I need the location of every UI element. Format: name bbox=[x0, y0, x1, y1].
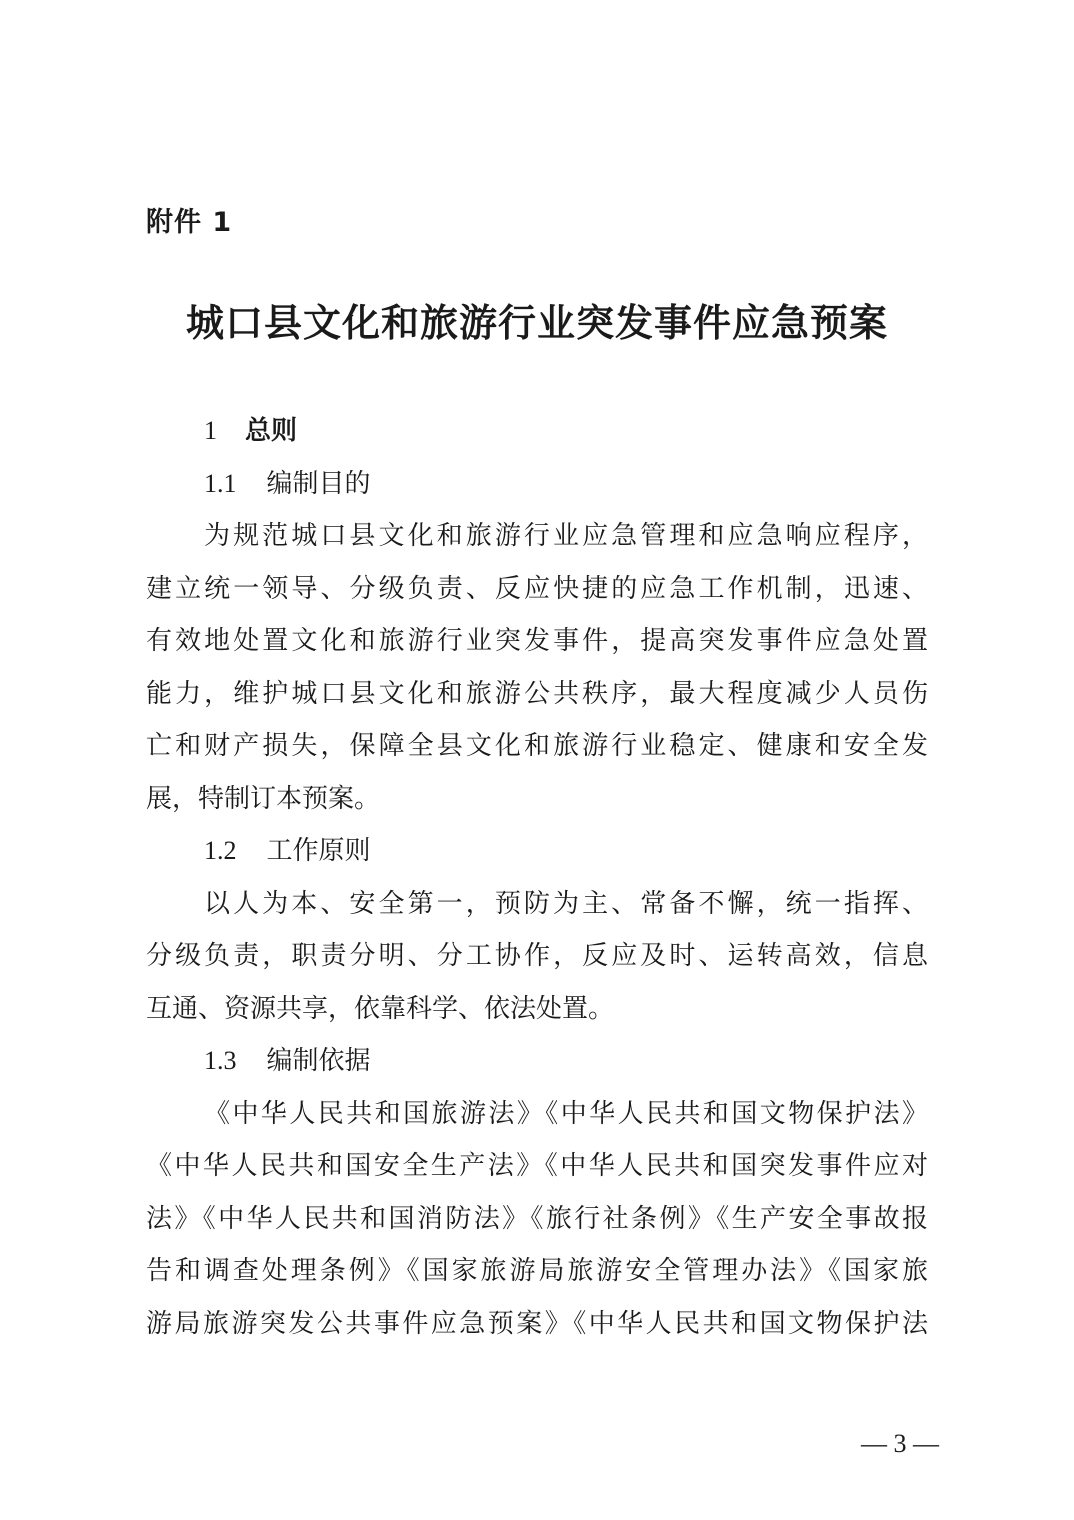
paragraph-line: 《中华人民共和国旅游法》《中华人民共和国文物保护法》 bbox=[204, 1098, 928, 1129]
paragraph-line: 能力，维护城口县文化和旅游公共秩序，最大程度减少人员伤 bbox=[146, 678, 928, 709]
paragraph-line: 分级负责，职责分明、分工协作，反应及时、运转高效，信息 bbox=[146, 941, 928, 971]
section-1-2-heading bbox=[146, 825, 928, 878]
page-number: — 3 — bbox=[861, 1429, 939, 1458]
paragraph-line: 亡和财产损失，保障全县文化和旅游行业稳定、健康和安全发 bbox=[146, 731, 928, 761]
paragraph-line: 为规范城口县文化和旅游行业应急管理和应急响应程序， bbox=[204, 521, 928, 551]
section-1-1-title: 编制目的 bbox=[266, 468, 371, 499]
section-1-1-heading bbox=[146, 458, 928, 511]
section-1-2-number: 1.2 bbox=[204, 836, 237, 865]
paragraph-line: 游局旅游突发公共事件应急预案》《中华人民共和国文物保护法 bbox=[146, 1308, 928, 1339]
paragraph-line: 告和调查处理条例》《国家旅游局旅游安全管理办法》《国家旅 bbox=[146, 1256, 928, 1286]
paragraph-line: 建立统一领导、分级负责、反应快捷的应急工作机制，迅速、 bbox=[146, 573, 928, 604]
section-1-number: 1 bbox=[204, 416, 217, 445]
section-1-title: 总则 bbox=[245, 416, 298, 446]
section-1-3-heading bbox=[146, 1035, 928, 1088]
paragraph-line: 有效地处置文化和旅游行业突发事件，提高突发事件应急处置 bbox=[146, 626, 928, 656]
document-body bbox=[146, 405, 928, 1350]
section-1-3-number: 1.3 bbox=[204, 1046, 237, 1075]
paragraph-line: 《中华人民共和国安全生产法》《中华人民共和国突发事件应对 bbox=[146, 1151, 928, 1181]
section-1-heading bbox=[146, 405, 928, 458]
attachment-label: 附件 1 bbox=[146, 207, 233, 238]
paragraph-line: 法》《中华人民共和国消防法》《旅行社条例》《生产安全事故报 bbox=[146, 1203, 928, 1234]
paragraph-line: 展，特制订本预案。 bbox=[146, 783, 381, 814]
section-1-2-title: 工作原则 bbox=[266, 836, 371, 866]
paragraph-line: 以人为本、安全第一，预防为主、常备不懈，统一指挥、 bbox=[204, 888, 928, 919]
section-1-3-title: 编制依据 bbox=[266, 1046, 371, 1076]
paragraph-line: 互通、资源共享，依靠科学、依法处置。 bbox=[146, 993, 615, 1024]
document-title: 城口县文化和旅游行业突发事件应急预案 bbox=[185, 300, 888, 345]
section-1-1-number: 1.1 bbox=[204, 468, 237, 498]
